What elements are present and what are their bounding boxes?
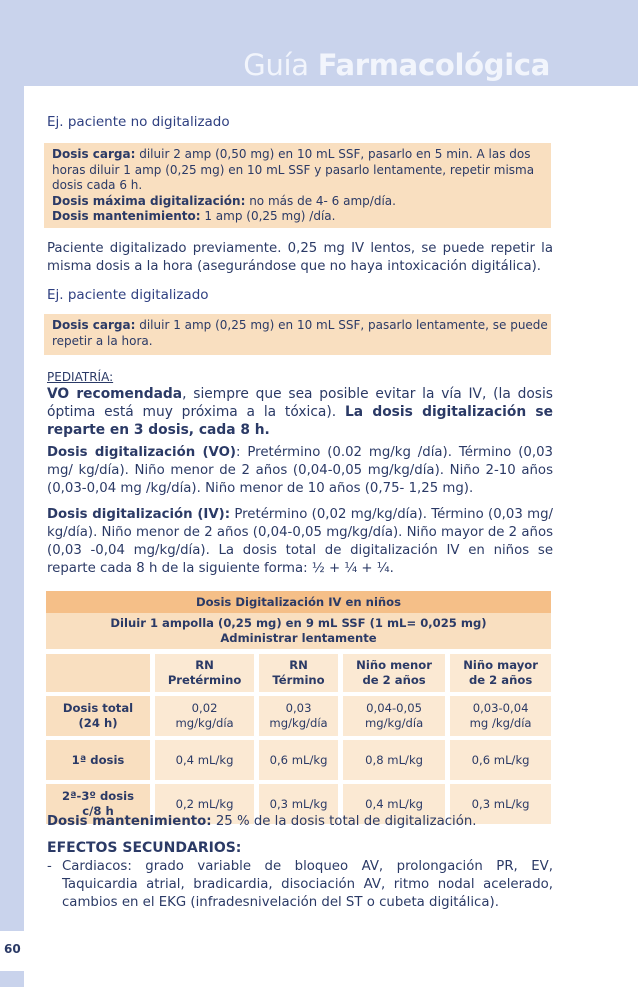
left-margin-band (0, 86, 24, 987)
header-title-light: Guía (243, 48, 309, 82)
vo-label: VO recomendada (47, 386, 183, 402)
table-cell: 0,4 mL/kg (338, 780, 445, 824)
table-title: Dosis Digitalización IV en niños (46, 591, 551, 613)
table-corner-cell (46, 649, 150, 692)
carga-text-2: diluir 1 amp (0,25 mg) en 10 mL SSF, pasarlo lentamente, se puede repetir a la hora. (52, 318, 548, 348)
row-label: 1ª dosis (46, 736, 150, 780)
column-header: RN Pretérmino (150, 649, 254, 692)
div-text: Pretérmino (0,02 mg/kg/día). Término (0,03 mg/ kg/día). Niño menor de 2 años (0,04-0,05 mg/kg/día). Niño mayor de 2 años (0,03 -0,04 mg/kg/día). La dosis total de digitalización IV en niños se reparte cada 8 h de la siguiente forma: ½ + ¼ + ¼. (47, 507, 554, 576)
mantenimiento-label-ped: Dosis mantenimiento: (47, 814, 212, 829)
carga-label-2: Dosis carga: (52, 318, 136, 332)
carga-label: Dosis carga: (52, 147, 136, 161)
table-row (46, 736, 551, 780)
example-box-digitalizado (44, 314, 551, 355)
table-cell: 0,3 mL/kg (254, 780, 338, 824)
table-cell: 0,4 mL/kg (150, 736, 254, 780)
dvo-label: Dosis digitalización (VO) (47, 445, 236, 460)
mantenimiento-label: Dosis mantenimiento: (52, 209, 201, 224)
example-box-no-digitalizado (44, 143, 551, 228)
dosis-digitalizacion-iv-paragraph (47, 506, 553, 578)
column-header: RN Término (254, 649, 338, 692)
row-label: 2ª-3º dosis c/8 h (46, 780, 150, 824)
table-subtitle-line2: Administrar lentamente (220, 631, 377, 645)
list-item: Cardiacos: grado variable de bloqueo AV, prolongación PR, EV, Taquicardia atrial, bradicardia, disociación AV, ritmo nodal acelerado, cambios en el EKG (infradesnivelación del ST o cubeta digitálica). (62, 859, 553, 910)
table-cell: 0,6 mL/kg (254, 736, 338, 780)
vo-text: , siempre que sea posible evitar la vía IV, (la dosis óptima está muy próxima a la tóxica). (47, 386, 553, 420)
maxima-text: no más de 4- 6 amp/día. (245, 193, 396, 208)
mantenimiento-paragraph (47, 813, 553, 831)
table-cell: 0,03 mg/kg/día (254, 692, 338, 736)
table-row (46, 692, 551, 736)
carga-text: diluir 2 amp (0,50 mg) en 10 mL SSF, pasarlo en 5 min. A las dos horas diluir 1 amp (0,25 mg) en 10 mL SSF y pasarlo lentamente, repetir misma dosis cada 6 h. (52, 147, 535, 193)
row-label: Dosis total (24 h) (46, 692, 150, 736)
pediatria-label: PEDIATRÍA: (47, 370, 114, 384)
page-number: 60 (0, 936, 24, 962)
dvo-text: : Pretérmino (0.02 mg/kg /día). Término (0,03 mg/ kg/día). Niño menor de 2 años (0,04-0,05 mg/kg/día). Niño 2-10 años (0,03-0,04 mg /kg/día). Niño menor de 10 años (0,75- 1,25 mg). (47, 445, 553, 496)
div-label: Dosis digitalización (IV): (47, 507, 231, 522)
efectos-secundarios-list (47, 858, 553, 912)
table-cell: 0,03-0,04 mg /kg/día (445, 692, 551, 736)
dosis-digitalizacion-vo-paragraph (47, 444, 553, 498)
table-cell: 0,04-0,05 mg/kg/día (338, 692, 445, 736)
table-cell: 0,6 mL/kg (445, 736, 551, 780)
dosis-digitalizacion-table (46, 591, 551, 824)
table-cell: 0,3 mL/kg (445, 780, 551, 824)
example-heading-no-digitalizado: Ej. paciente no digitalizado (47, 114, 230, 130)
table-cell: 0,02 mg/kg/día (150, 692, 254, 736)
header-title-bold: Farmacológica (317, 48, 550, 82)
mantenimiento-text-ped: 25 % de la dosis total de digitalización. (211, 814, 477, 829)
mantenimiento-text: 1 amp (0,25 mg) /día. (200, 209, 336, 224)
vo-bold-text: La dosis digitalización se reparte en 3 dosis, cada 8 h. (47, 404, 554, 438)
table-cell: 0,2 mL/kg (150, 780, 254, 824)
table-subtitle (46, 613, 551, 649)
page-header-title (243, 48, 550, 82)
table-cell: 0,8 mL/kg (338, 736, 445, 780)
example-heading-digitalizado: Ej. paciente digitalizado (47, 287, 209, 303)
column-header: Niño mayor de 2 años (445, 649, 551, 692)
maxima-label: Dosis máxima digitalización: (52, 193, 246, 208)
header-banner (0, 0, 638, 86)
pediatria-vo-paragraph (47, 385, 553, 439)
column-header: Niño menor de 2 años (338, 649, 445, 692)
efectos-secundarios-title: EFECTOS SECUNDARIOS: (47, 840, 242, 856)
paragraph-digitalizado: Paciente digitalizado previamente. 0,25 mg IV lentos, se puede repetir la misma dosis a la hora (asegurándose que no haya intoxicación digitálica). (47, 241, 553, 274)
table-subtitle-line1: Diluir 1 ampolla (0,25 mg) en 9 mL SSF (1 mL= 0,025 mg) (110, 616, 487, 630)
list-dash: - (47, 859, 52, 874)
table-column-header-row (46, 649, 551, 692)
